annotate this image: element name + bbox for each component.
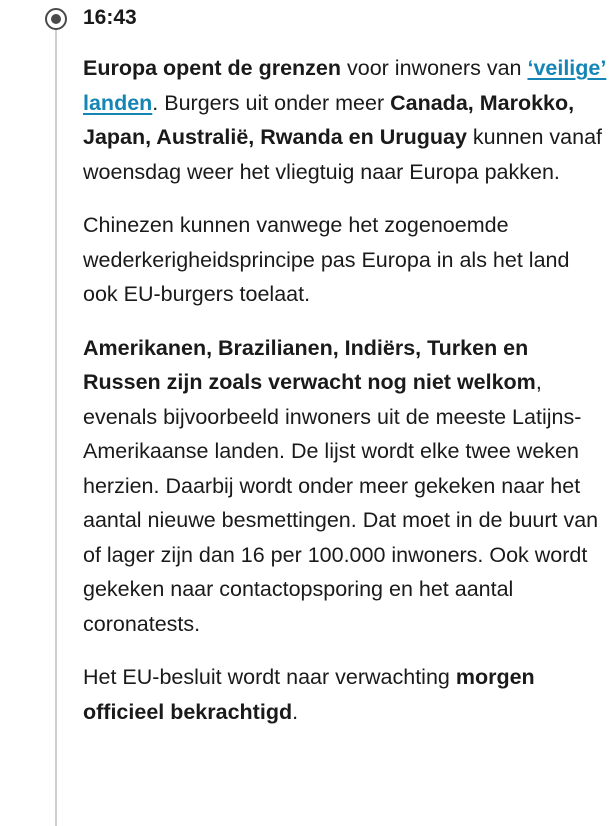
bold-text: Amerikanen, Brazilianen, Indiërs, Turken en Russen zijn zoals verwacht nog niet welkom <box>83 335 536 394</box>
veilige-landen-link[interactable]: ‘veilige’ landen <box>83 56 607 115</box>
text: voor inwoners van <box>341 56 528 80</box>
bold-text: Canada, Marokko, Japan, Australië, Rwanda en Uruguay <box>83 90 575 149</box>
paragraph-3 <box>83 331 608 642</box>
bold-text: morgen officieel bekrachtigd <box>83 665 535 724</box>
entry-time: 16:43 <box>83 6 137 29</box>
text: Het EU-besluit wordt naar verwachting <box>83 665 456 689</box>
text: . <box>292 699 299 724</box>
text: Chinezen kunnen vanwege het zogenoemde wederkerigheidsprincipe pas Europa in als het land ook EU-burgers toelaat. <box>83 213 570 306</box>
text: kunnen vanaf woensdag weer het vliegtuig naar Europa pakken. <box>83 125 603 184</box>
paragraph-4 <box>83 660 608 729</box>
text: , evenals bijvoorbeeld inwoners uit de meeste Latijns-Amerikaanse landen. De lijst wordt elke twee weken herzien. Daarbij wordt onder meer gekeken naar het aantal nieuwe besmettingen. Dat moet in de buurt van of lager zijn dan 16 per 100.000 inwoners. Ook wordt gekeken naar contactopsporing en het aantal coronatests. <box>83 370 599 636</box>
text: . Burgers uit onder meer <box>152 90 391 115</box>
timeline-dot-icon <box>45 8 67 30</box>
timeline-line <box>55 26 57 826</box>
paragraph-1 <box>83 51 608 189</box>
paragraph-2 <box>83 208 608 312</box>
article-body <box>83 51 608 748</box>
bold-text: Europa opent de grenzen <box>83 56 342 80</box>
